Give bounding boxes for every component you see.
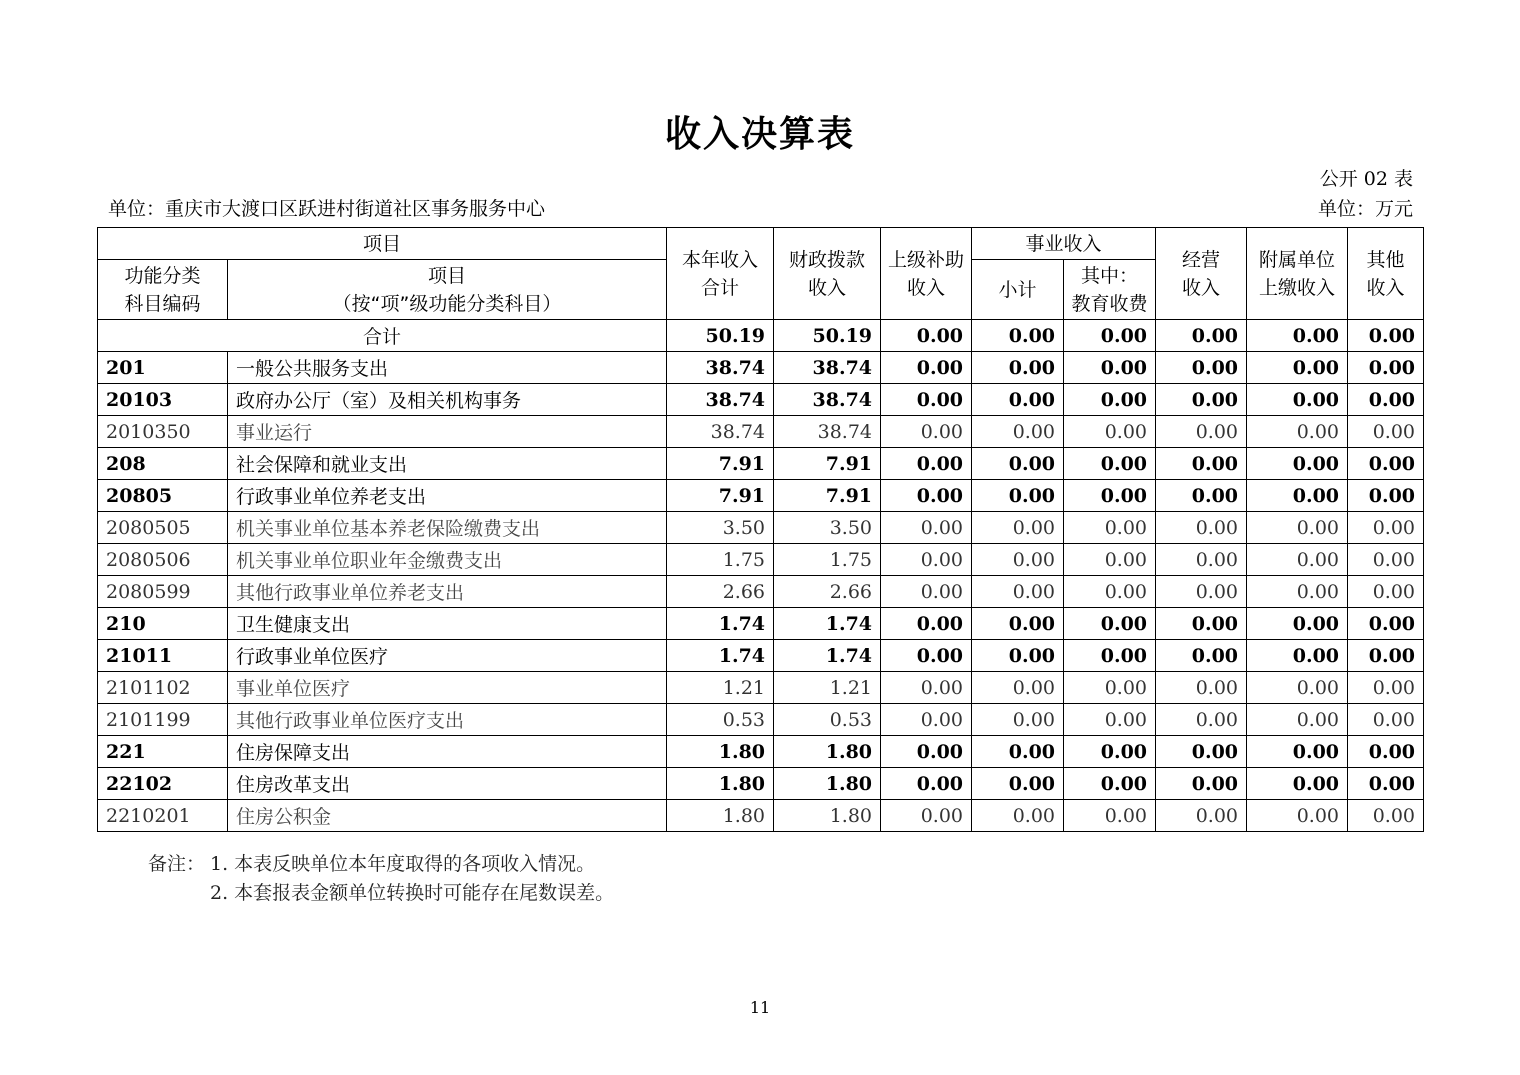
cell-value: 0.00 xyxy=(881,384,972,416)
cell-value: 0.00 xyxy=(1064,608,1156,640)
header-operating: 经营 收入 xyxy=(1156,228,1247,320)
cell-value: 1.75 xyxy=(667,544,774,576)
cell-value: 0.00 xyxy=(1348,352,1424,384)
row-name: 政府办公厅（室）及相关机构事务 xyxy=(228,384,667,416)
cell-value: 7.91 xyxy=(667,480,774,512)
cell-value: 38.74 xyxy=(774,416,881,448)
row-code: 221 xyxy=(98,736,228,768)
cell-value: 0.00 xyxy=(972,736,1064,768)
cell-value: 38.74 xyxy=(667,384,774,416)
cell-value: 0.00 xyxy=(1348,320,1424,352)
header-other: 其他 收入 xyxy=(1348,228,1424,320)
cell-value: 0.00 xyxy=(1156,480,1247,512)
cell-value: 0.00 xyxy=(881,608,972,640)
cell-value: 0.00 xyxy=(1064,512,1156,544)
table-row xyxy=(98,672,1424,704)
cell-value: 0.00 xyxy=(1064,448,1156,480)
cell-value: 0.00 xyxy=(972,384,1064,416)
table-row xyxy=(98,512,1424,544)
header-edu: 其中： 教育收费 xyxy=(1064,260,1156,320)
header-fiscal: 财政拨款 收入 xyxy=(774,228,881,320)
header-affiliated: 附属单位 上缴收入 xyxy=(1247,228,1348,320)
row-code: 201 xyxy=(98,352,228,384)
cell-value: 1.74 xyxy=(774,640,881,672)
cell-value: 0.00 xyxy=(1156,640,1247,672)
cell-value: 0.00 xyxy=(1348,704,1424,736)
cell-value: 1.80 xyxy=(774,768,881,800)
cell-value: 38.74 xyxy=(667,352,774,384)
cell-value: 0.00 xyxy=(1247,416,1348,448)
cell-value: 0.00 xyxy=(972,768,1064,800)
cell-value: 1.75 xyxy=(774,544,881,576)
cell-value: 0.00 xyxy=(1064,352,1156,384)
cell-value: 0.00 xyxy=(1247,640,1348,672)
cell-value: 0.00 xyxy=(1156,384,1247,416)
row-name: 其他行政事业单位医疗支出 xyxy=(228,704,667,736)
cell-value: 0.00 xyxy=(1247,448,1348,480)
cell-value: 0.00 xyxy=(881,320,972,352)
row-name: 住房改革支出 xyxy=(228,768,667,800)
cell-value: 1.80 xyxy=(667,768,774,800)
header-superior: 上级补助 收入 xyxy=(881,228,972,320)
cell-value: 0.00 xyxy=(972,608,1064,640)
cell-value: 0.00 xyxy=(881,448,972,480)
header-total: 本年收入 合计 xyxy=(667,228,774,320)
cell-value: 0.00 xyxy=(1247,704,1348,736)
cell-value: 0.00 xyxy=(1348,384,1424,416)
cell-value: 0.00 xyxy=(972,352,1064,384)
row-code: 2080599 xyxy=(98,576,228,608)
row-name: 一般公共服务支出 xyxy=(228,352,667,384)
table-row xyxy=(98,352,1424,384)
row-code: 2101102 xyxy=(98,672,228,704)
row-code: 22102 xyxy=(98,768,228,800)
row-code: 2080506 xyxy=(98,544,228,576)
cell-value: 0.00 xyxy=(1064,384,1156,416)
cell-value: 0.00 xyxy=(1247,672,1348,704)
row-code: 20103 xyxy=(98,384,228,416)
cell-value: 0.00 xyxy=(1348,512,1424,544)
unit-organization: 单位：重庆市大渡口区跃进村街道社区事务服务中心 xyxy=(108,198,546,220)
cell-value: 0.00 xyxy=(1156,448,1247,480)
cell-value: 38.74 xyxy=(774,384,881,416)
cell-value: 0.53 xyxy=(774,704,881,736)
cell-value: 2.66 xyxy=(774,576,881,608)
cell-value: 0.00 xyxy=(972,480,1064,512)
cell-value: 7.91 xyxy=(774,480,881,512)
cell-value: 0.00 xyxy=(1064,576,1156,608)
cell-value: 0.00 xyxy=(1348,800,1424,832)
row-name: 机关事业单位职业年金缴费支出 xyxy=(228,544,667,576)
cell-value: 0.00 xyxy=(972,544,1064,576)
table-row xyxy=(98,800,1424,832)
cell-value: 0.00 xyxy=(881,704,972,736)
row-code: 2210201 xyxy=(98,800,228,832)
cell-value: 0.00 xyxy=(1156,672,1247,704)
cell-value: 1.80 xyxy=(774,736,881,768)
row-code: 208 xyxy=(98,448,228,480)
row-code: 2101199 xyxy=(98,704,228,736)
note-item: 2. 本套报表金额单位转换时可能存在尾数误差。 xyxy=(210,882,615,904)
cell-value: 0.00 xyxy=(1064,480,1156,512)
cell-value: 0.00 xyxy=(972,704,1064,736)
cell-value: 0.00 xyxy=(972,672,1064,704)
cell-value: 0.00 xyxy=(1247,480,1348,512)
cell-value: 0.00 xyxy=(1348,448,1424,480)
table-row xyxy=(98,608,1424,640)
cell-value: 1.80 xyxy=(667,800,774,832)
row-code: 21011 xyxy=(98,640,228,672)
cell-value: 1.74 xyxy=(667,608,774,640)
cell-value: 3.50 xyxy=(667,512,774,544)
table-row xyxy=(98,384,1424,416)
cell-value: 0.00 xyxy=(1156,416,1247,448)
cell-value: 7.91 xyxy=(667,448,774,480)
row-name: 社会保障和就业支出 xyxy=(228,448,667,480)
cell-value: 0.00 xyxy=(881,544,972,576)
page-number: 11 xyxy=(749,998,771,1017)
cell-value: 0.00 xyxy=(1247,576,1348,608)
cell-value: 0.00 xyxy=(1247,800,1348,832)
table-row xyxy=(98,480,1424,512)
header-item: 项目 xyxy=(98,228,667,260)
cell-value: 0.00 xyxy=(972,416,1064,448)
note-item: 1. 本表反映单位本年度取得的各项收入情况。 xyxy=(210,853,596,875)
cell-value: 0.00 xyxy=(972,448,1064,480)
page-title: 收入决算表 xyxy=(664,114,855,155)
cell-value: 0.00 xyxy=(1064,800,1156,832)
cell-value: 0.00 xyxy=(1064,544,1156,576)
cell-value: 0.00 xyxy=(881,512,972,544)
cell-value: 0.00 xyxy=(1156,704,1247,736)
cell-value: 0.00 xyxy=(1348,416,1424,448)
cell-value: 0.00 xyxy=(1156,512,1247,544)
cell-value: 0.00 xyxy=(1348,480,1424,512)
row-name: 住房保障支出 xyxy=(228,736,667,768)
table-row xyxy=(98,448,1424,480)
cell-value: 0.00 xyxy=(881,480,972,512)
cell-value: 0.00 xyxy=(881,768,972,800)
cell-value: 1.74 xyxy=(774,608,881,640)
cell-value: 0.00 xyxy=(1064,704,1156,736)
cell-value: 0.00 xyxy=(1247,608,1348,640)
cell-value: 0.00 xyxy=(1348,608,1424,640)
cell-value: 0.00 xyxy=(1156,544,1247,576)
header-career: 事业收入 xyxy=(972,228,1156,260)
cell-value: 0.00 xyxy=(1247,544,1348,576)
cell-value: 2.66 xyxy=(667,576,774,608)
cell-value: 0.00 xyxy=(1064,416,1156,448)
cell-value: 0.00 xyxy=(881,576,972,608)
cell-value: 0.00 xyxy=(1348,576,1424,608)
row-name: 卫生健康支出 xyxy=(228,608,667,640)
row-code: 2010350 xyxy=(98,416,228,448)
cell-value: 0.00 xyxy=(1156,352,1247,384)
cell-value: 0.00 xyxy=(972,576,1064,608)
cell-value: 1.80 xyxy=(667,736,774,768)
cell-value: 0.00 xyxy=(1156,768,1247,800)
row-name: 住房公积金 xyxy=(228,800,667,832)
cell-value: 0.00 xyxy=(1064,640,1156,672)
row-name: 其他行政事业单位养老支出 xyxy=(228,576,667,608)
row-code: 210 xyxy=(98,608,228,640)
cell-value: 1.21 xyxy=(774,672,881,704)
total-row xyxy=(98,320,1424,352)
cell-value: 0.53 xyxy=(667,704,774,736)
cell-value: 0.00 xyxy=(1348,736,1424,768)
total-label: 合计 xyxy=(98,320,667,352)
table-row xyxy=(98,576,1424,608)
cell-value: 0.00 xyxy=(1064,672,1156,704)
row-code: 2080505 xyxy=(98,512,228,544)
cell-value: 0.00 xyxy=(1247,320,1348,352)
cell-value: 0.00 xyxy=(1156,320,1247,352)
cell-value: 0.00 xyxy=(881,352,972,384)
cell-value: 0.00 xyxy=(1348,640,1424,672)
cell-value: 0.00 xyxy=(1348,544,1424,576)
cell-value: 0.00 xyxy=(1247,768,1348,800)
cell-value: 0.00 xyxy=(1247,384,1348,416)
cell-value: 0.00 xyxy=(1064,768,1156,800)
cell-value: 7.91 xyxy=(774,448,881,480)
cell-value: 0.00 xyxy=(1348,672,1424,704)
cell-value: 0.00 xyxy=(1064,320,1156,352)
row-name: 机关事业单位基本养老保险缴费支出 xyxy=(228,512,667,544)
cell-value: 0.00 xyxy=(1156,608,1247,640)
cell-value: 50.19 xyxy=(667,320,774,352)
notes xyxy=(148,850,614,908)
cell-value: 1.74 xyxy=(667,640,774,672)
cell-value: 0.00 xyxy=(881,416,972,448)
table-row xyxy=(98,544,1424,576)
cell-value: 1.80 xyxy=(774,800,881,832)
cell-value: 0.00 xyxy=(1247,352,1348,384)
cell-value: 0.00 xyxy=(881,800,972,832)
cell-value: 0.00 xyxy=(1156,800,1247,832)
header-item-name: 项目 （按“项”级功能分类科目） xyxy=(228,260,667,320)
cell-value: 38.74 xyxy=(774,352,881,384)
cell-value: 0.00 xyxy=(972,800,1064,832)
cell-value: 1.21 xyxy=(667,672,774,704)
cell-value: 38.74 xyxy=(667,416,774,448)
table-row xyxy=(98,416,1424,448)
cell-value: 0.00 xyxy=(881,736,972,768)
cell-value: 0.00 xyxy=(972,320,1064,352)
cell-value: 50.19 xyxy=(774,320,881,352)
cell-value: 3.50 xyxy=(774,512,881,544)
header-func-code: 功能分类 科目编码 xyxy=(98,260,228,320)
cell-value: 0.00 xyxy=(1064,736,1156,768)
unit-currency: 单位：万元 xyxy=(1317,198,1413,220)
cell-value: 0.00 xyxy=(972,512,1064,544)
cell-value: 0.00 xyxy=(1156,576,1247,608)
row-name: 事业单位医疗 xyxy=(228,672,667,704)
row-name: 行政事业单位医疗 xyxy=(228,640,667,672)
row-code: 20805 xyxy=(98,480,228,512)
row-name: 行政事业单位养老支出 xyxy=(228,480,667,512)
income-table xyxy=(97,227,1424,832)
cell-value: 0.00 xyxy=(1348,768,1424,800)
cell-value: 0.00 xyxy=(881,640,972,672)
cell-value: 0.00 xyxy=(972,640,1064,672)
row-name: 事业运行 xyxy=(228,416,667,448)
notes-label: 备注： xyxy=(148,853,206,875)
cell-value: 0.00 xyxy=(1156,736,1247,768)
table-row xyxy=(98,704,1424,736)
cell-value: 0.00 xyxy=(881,672,972,704)
header-subtotal: 小计 xyxy=(972,260,1064,320)
table-row xyxy=(98,736,1424,768)
cell-value: 0.00 xyxy=(1247,512,1348,544)
table-row xyxy=(98,640,1424,672)
table-row xyxy=(98,768,1424,800)
cell-value: 0.00 xyxy=(1247,736,1348,768)
form-id: 公开 02 表 xyxy=(1319,168,1413,190)
